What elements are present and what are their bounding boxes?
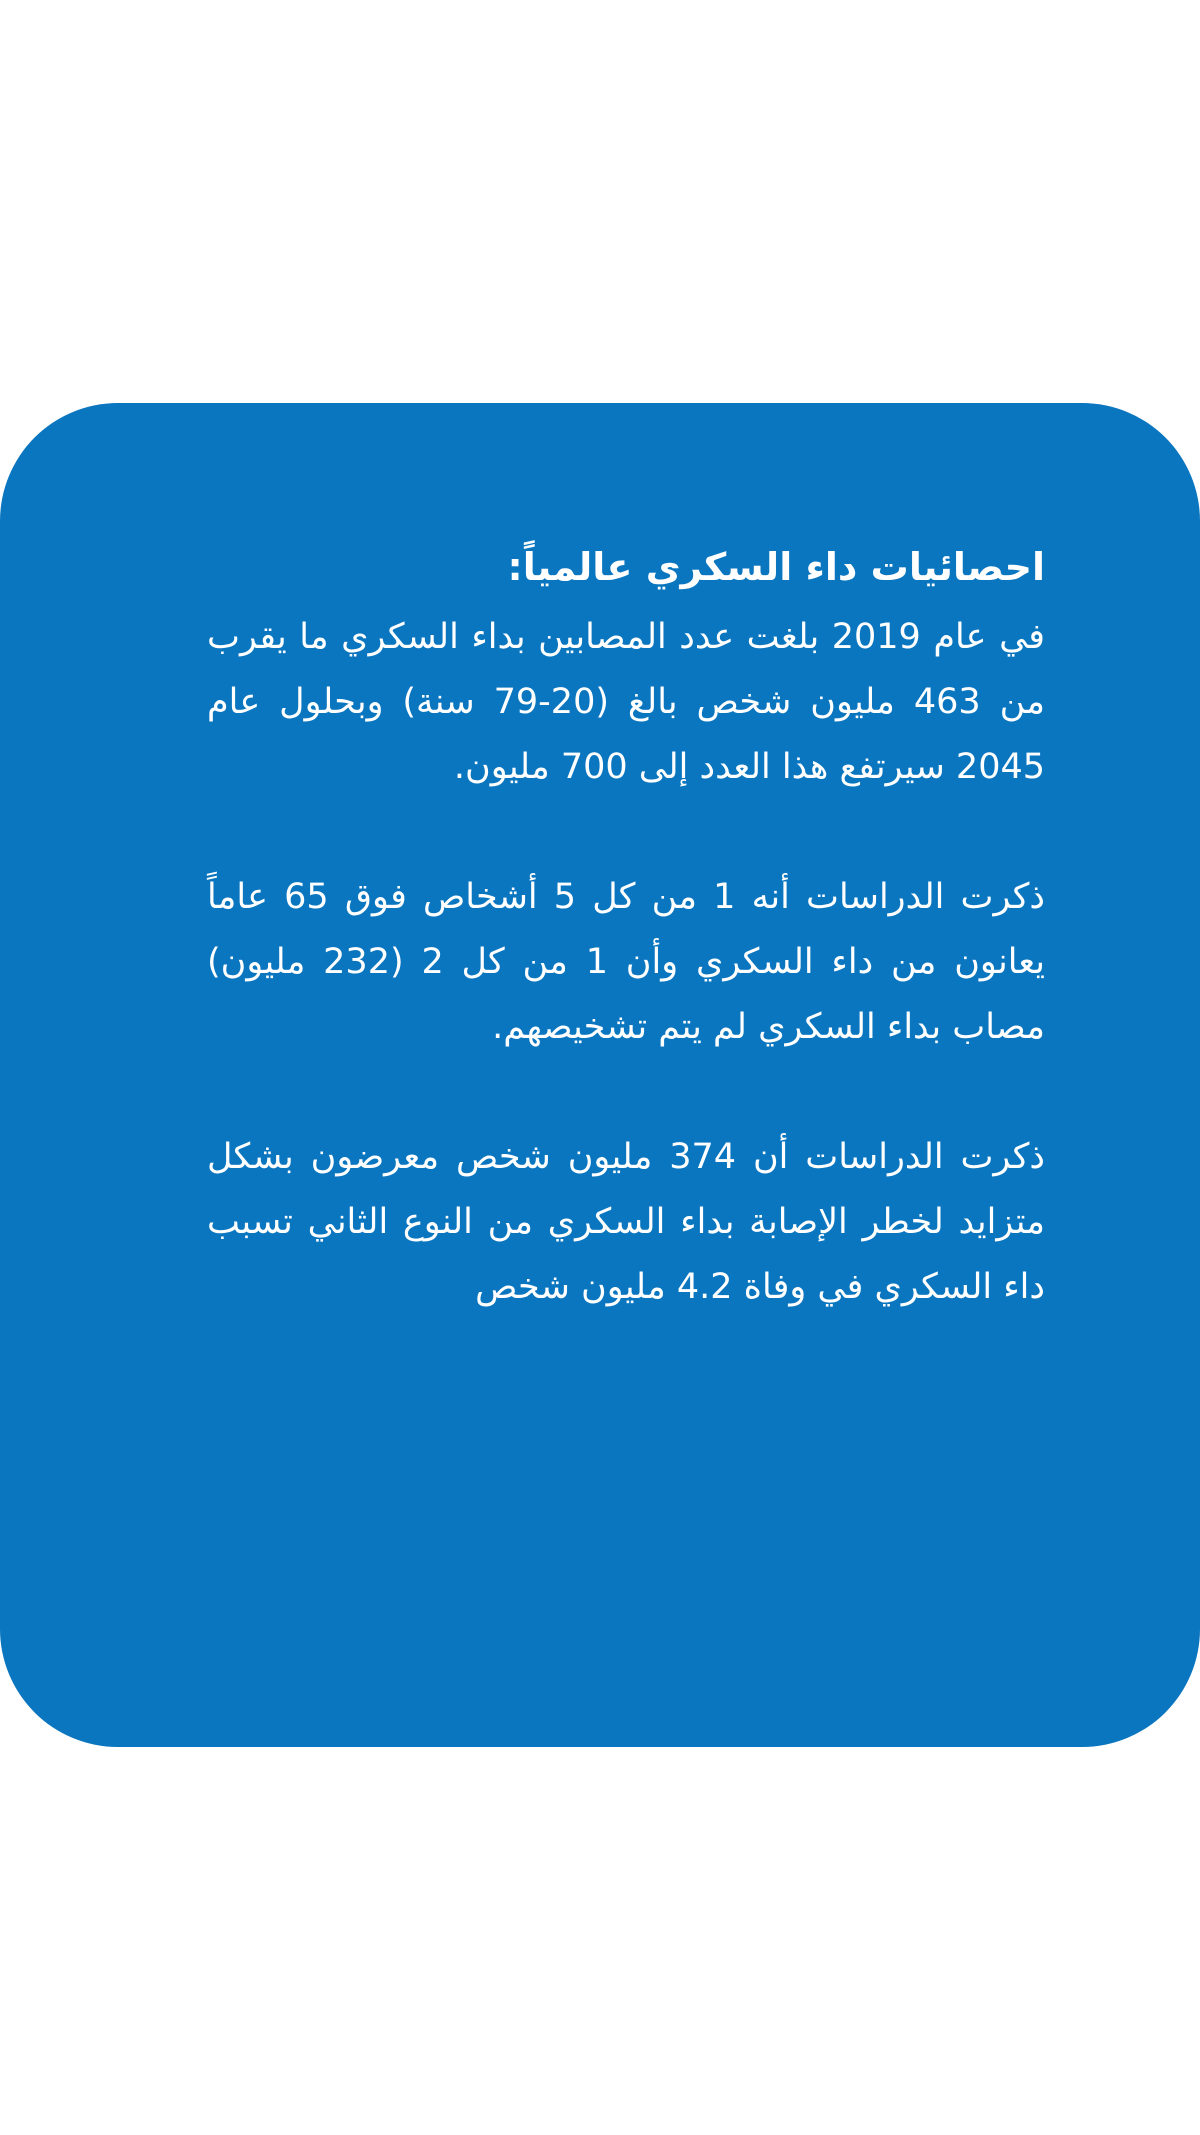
paragraph-risk: ذكرت الدراسات أن 374 مليون شخص معرضون بشكل متزايد لخطر الإصابة بداء السكري من النوع الثاني تسبب داء السكري في وفاة 4.2 مليون شخص [207, 1137, 1045, 1307]
card-content [207, 543, 1045, 1320]
info-card [0, 403, 1200, 1747]
paragraph-prevalence: في عام 2019 بلغت عدد المصابين بداء السكري ما يقرب من 463 مليون شخص بالغ (20-79 سنة) وبحلول عام 2045 سيرتفع هذا العدد إلى 700 مليون. [207, 617, 1045, 787]
card-title: احصائيات داء السكري عالمياً: [507, 545, 1045, 589]
paragraph-elderly: ذكرت الدراسات أنه 1 من كل 5 أشخاص فوق 65 عاماً يعانون من داء السكري وأن 1 من كل 2 (232 مليون) مصاب بداء السكري لم يتم تشخيصهم. [207, 877, 1046, 1047]
